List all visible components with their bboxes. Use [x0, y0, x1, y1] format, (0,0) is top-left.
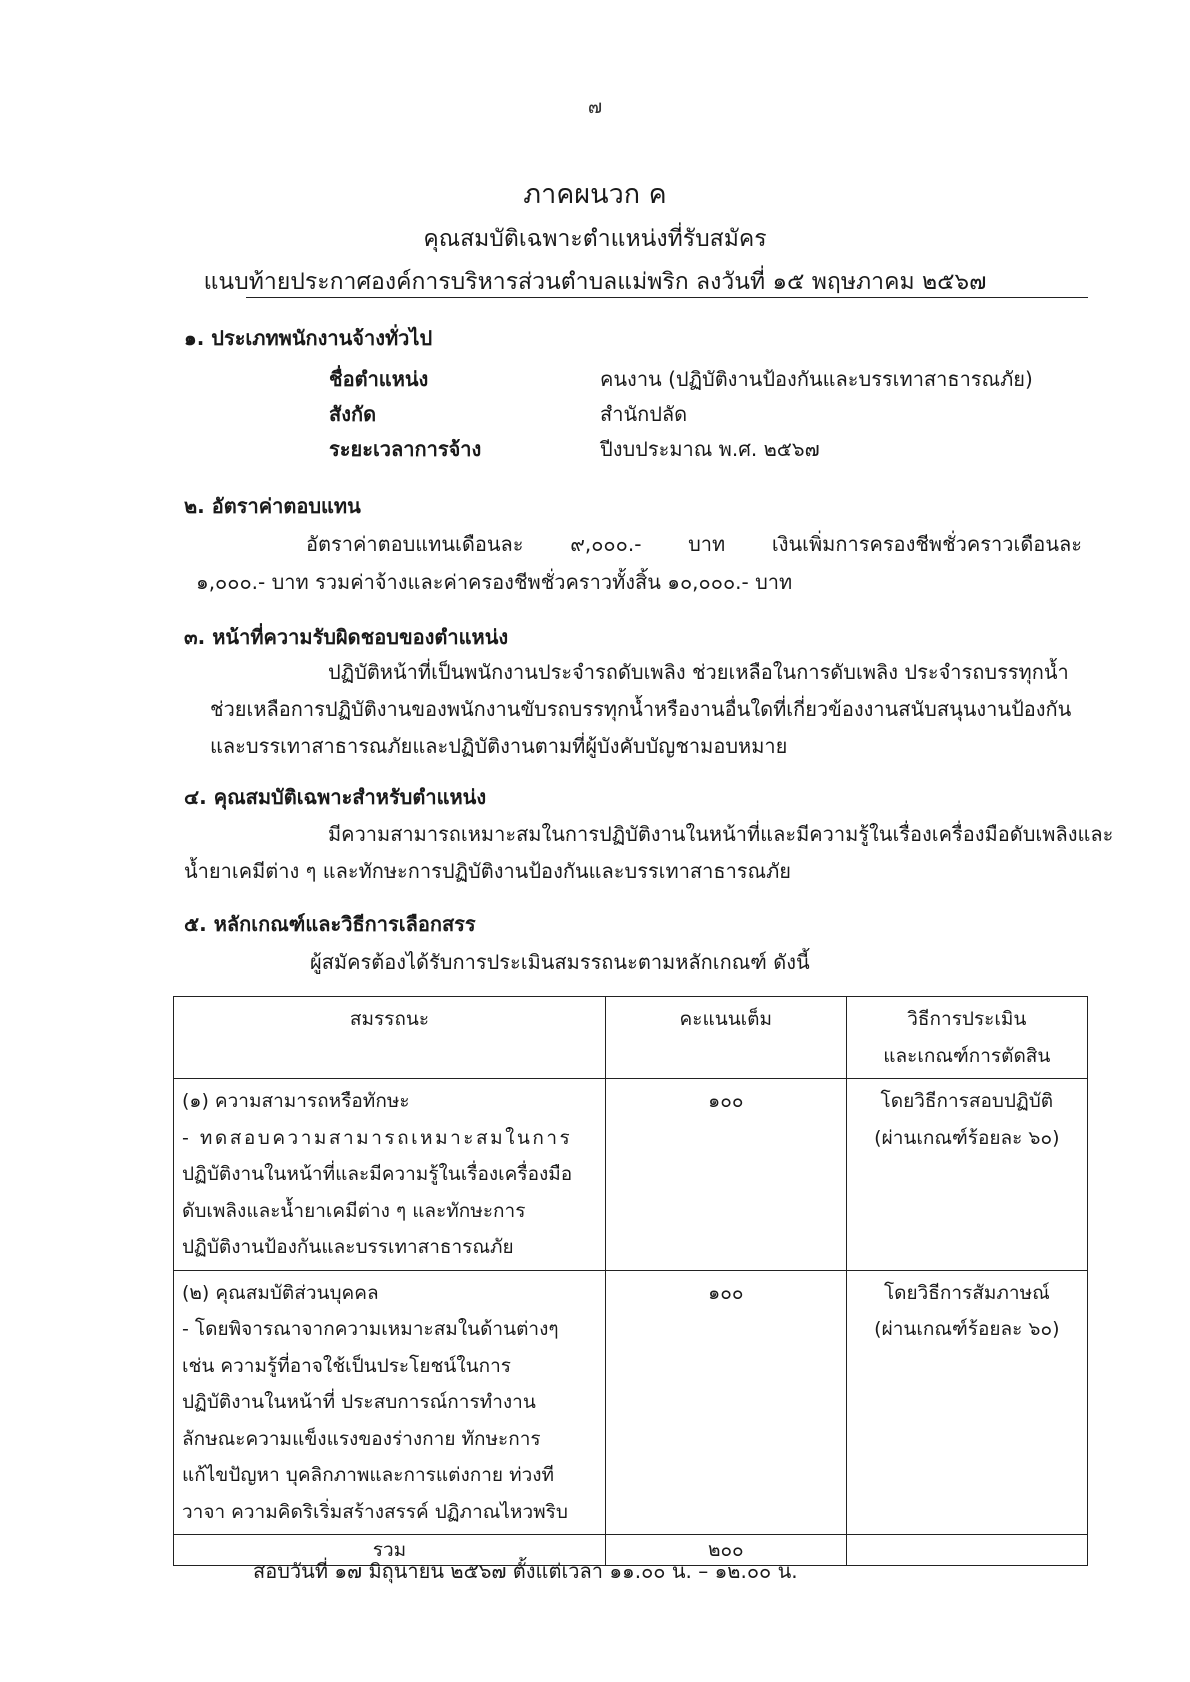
section4-line: มีความสามารถเหมาะสมในการปฏิบัติงานในหน้าที่และมีความรู้ในเรื่องเครื่องมือดับเพลิงและ [328, 822, 1114, 846]
section3-line: และบรรเทาสาธารณภัยและปฏิบัติงานตามที่ผู้บังคับบัญชามอบหมาย [210, 734, 788, 758]
method-cell [846, 1079, 1087, 1271]
footer-note: สอบวันที่ ๑๗ มิถุนายน ๒๕๖๗ ตั้งแต่เวลา ๑๑.๐๐ น. – ๑๒.๐๐ น. [253, 1559, 798, 1583]
section3-line: ปฏิบัติหน้าที่เป็นพนักงานประจำรถดับเพลิง ช่วยเหลือในการดับเพลิง ประจำรถบรรทุกน้ำ [328, 660, 1069, 684]
competency-line: ปฏิบัติงานในหน้าที่และมีความรู้ในเรื่องเครื่องมือ [182, 1163, 573, 1185]
competency-line: ลักษณะความแข็งแรงของร่างกาย ทักษะการ [182, 1427, 541, 1450]
competency-line: - ทดสอบความสามารถเหมาะสมในการ [182, 1126, 573, 1149]
header-full-score: คะแนนเต็ม [605, 997, 846, 1079]
method-text: โดยวิธีการสัมภาษณ์ [883, 1281, 1050, 1304]
competency-line: แก้ไขปัญหา บุคลิกภาพและการแต่งกาย ท่วงที [182, 1464, 555, 1486]
competency-line: ปฏิบัติงานป้องกันและบรรเทาสาธารณภัย [182, 1236, 514, 1258]
score-value: ๑๐๐ [708, 1281, 744, 1304]
section2-line: ๑,๐๐๐.- บาท รวมค่าจ้างและค่าครองชีพชั่วคราวทั้งสิ้น ๑๐,๐๐๐.- บาท [196, 570, 793, 594]
section3-line: ช่วยเหลือการปฏิบัติงานของพนักงานขับรถบรรทุกน้ำหรืองานอื่นใดที่เกี่ยวข้องงานสนับสนุนงานป้องกัน [210, 697, 1072, 721]
criterion-text: (ผ่านเกณฑ์ร้อยละ ๖๐) [874, 1318, 1060, 1340]
method-text: โดยวิธีการสอบปฏิบัติ [880, 1090, 1054, 1112]
section1-heading: ๑. ประเภทพนักงานจ้างทั่วไป [184, 326, 433, 350]
section4-heading: ๔. คุณสมบัติเฉพาะสำหรับตำแหน่ง [184, 785, 487, 809]
section2-heading: ๒. อัตราค่าตอบแทน [184, 494, 361, 518]
annex-line: แนบท้ายประกาศองค์การบริหารส่วนตำบลแม่พริก ลงวันที่ ๑๕ พฤษภาคม ๒๕๖๗ [203, 269, 987, 295]
criterion-text: (ผ่านเกณฑ์ร้อยละ ๖๐) [874, 1126, 1060, 1149]
field-label-department: สังกัด [329, 402, 377, 426]
competency-line: วาจา ความคิดริเริ่มสร้างสรรค์ ปฏิภาณไหวพริบ [182, 1500, 568, 1523]
section4-line: น้ำยาเคมีต่าง ๆ และทักษะการปฏิบัติงานป้องกันและบรรเทาสาธารณภัย [184, 859, 792, 883]
criteria-table [173, 996, 1088, 1566]
header-competency: สมรรถนะ [174, 997, 606, 1079]
competency-line: - โดยพิจารณาจากความเหมาะสมในด้านต่างๆ [182, 1318, 559, 1340]
header-divider [246, 297, 1088, 298]
field-label-position: ชื่อตำแหน่ง [329, 367, 429, 391]
total-label: รวม [174, 1535, 606, 1566]
table-header-row [174, 997, 1088, 1079]
table-row [174, 1079, 1088, 1271]
competency-line: ดับเพลิงและน้ำยาเคมีต่าง ๆ และทักษะการ [182, 1199, 526, 1222]
total-empty-cell [846, 1535, 1087, 1566]
field-value-department: สำนักปลัด [600, 402, 688, 426]
section3-heading: ๓. หน้าที่ความรับผิดชอบของตำแหน่ง [184, 625, 509, 649]
section5-intro: ผู้สมัครต้องได้รับการประเมินสมรรถนะตามหลักเกณฑ์ ดังนี้ [310, 950, 810, 974]
field-value-position: คนงาน (ปฏิบัติงานป้องกันและบรรเทาสาธารณภัย) [600, 367, 1033, 391]
field-value-employment-period: ปีงบประมาณ พ.ศ. ๒๕๖๗ [600, 437, 820, 461]
header-method [846, 997, 1087, 1079]
total-score: ๒๐๐ [605, 1535, 846, 1566]
header-method-line2: และเกณฑ์การตัดสิน [883, 1044, 1051, 1067]
page-number: ๗ [587, 96, 603, 118]
method-cell [846, 1270, 1087, 1535]
table-row [174, 1270, 1088, 1535]
competency-cell [174, 1079, 606, 1271]
header-method-line1: วิธีการประเมิน [907, 1008, 1027, 1030]
page-title: ภาคผนวก ค [523, 179, 667, 210]
field-label-employment-period: ระยะเวลาการจ้าง [329, 437, 482, 461]
score-value: ๑๐๐ [708, 1090, 744, 1112]
competency-line: (๒) คุณสมบัติส่วนบุคคล [182, 1281, 379, 1304]
score-cell [605, 1270, 846, 1535]
score-cell [605, 1079, 846, 1271]
competency-cell [174, 1270, 606, 1535]
competency-line: (๑) ความสามารถหรือทักษะ [182, 1090, 410, 1112]
page-subtitle: คุณสมบัติเฉพาะตำแหน่งที่รับสมัคร [423, 226, 767, 252]
section2-line: อัตราค่าตอบแทนเดือนละ ๙,๐๐๐.- บาท เงินเพิ่มการครองชีพชั่วคราวเดือนละ [306, 532, 1082, 556]
section5-heading: ๕. หลักเกณฑ์และวิธีการเลือกสรร [184, 912, 476, 936]
competency-line: เช่น ความรู้ที่อาจใช้เป็นประโยชน์ในการ [182, 1354, 511, 1377]
competency-line: ปฏิบัติงานในหน้าที่ ประสบการณ์การทำงาน [182, 1391, 536, 1413]
